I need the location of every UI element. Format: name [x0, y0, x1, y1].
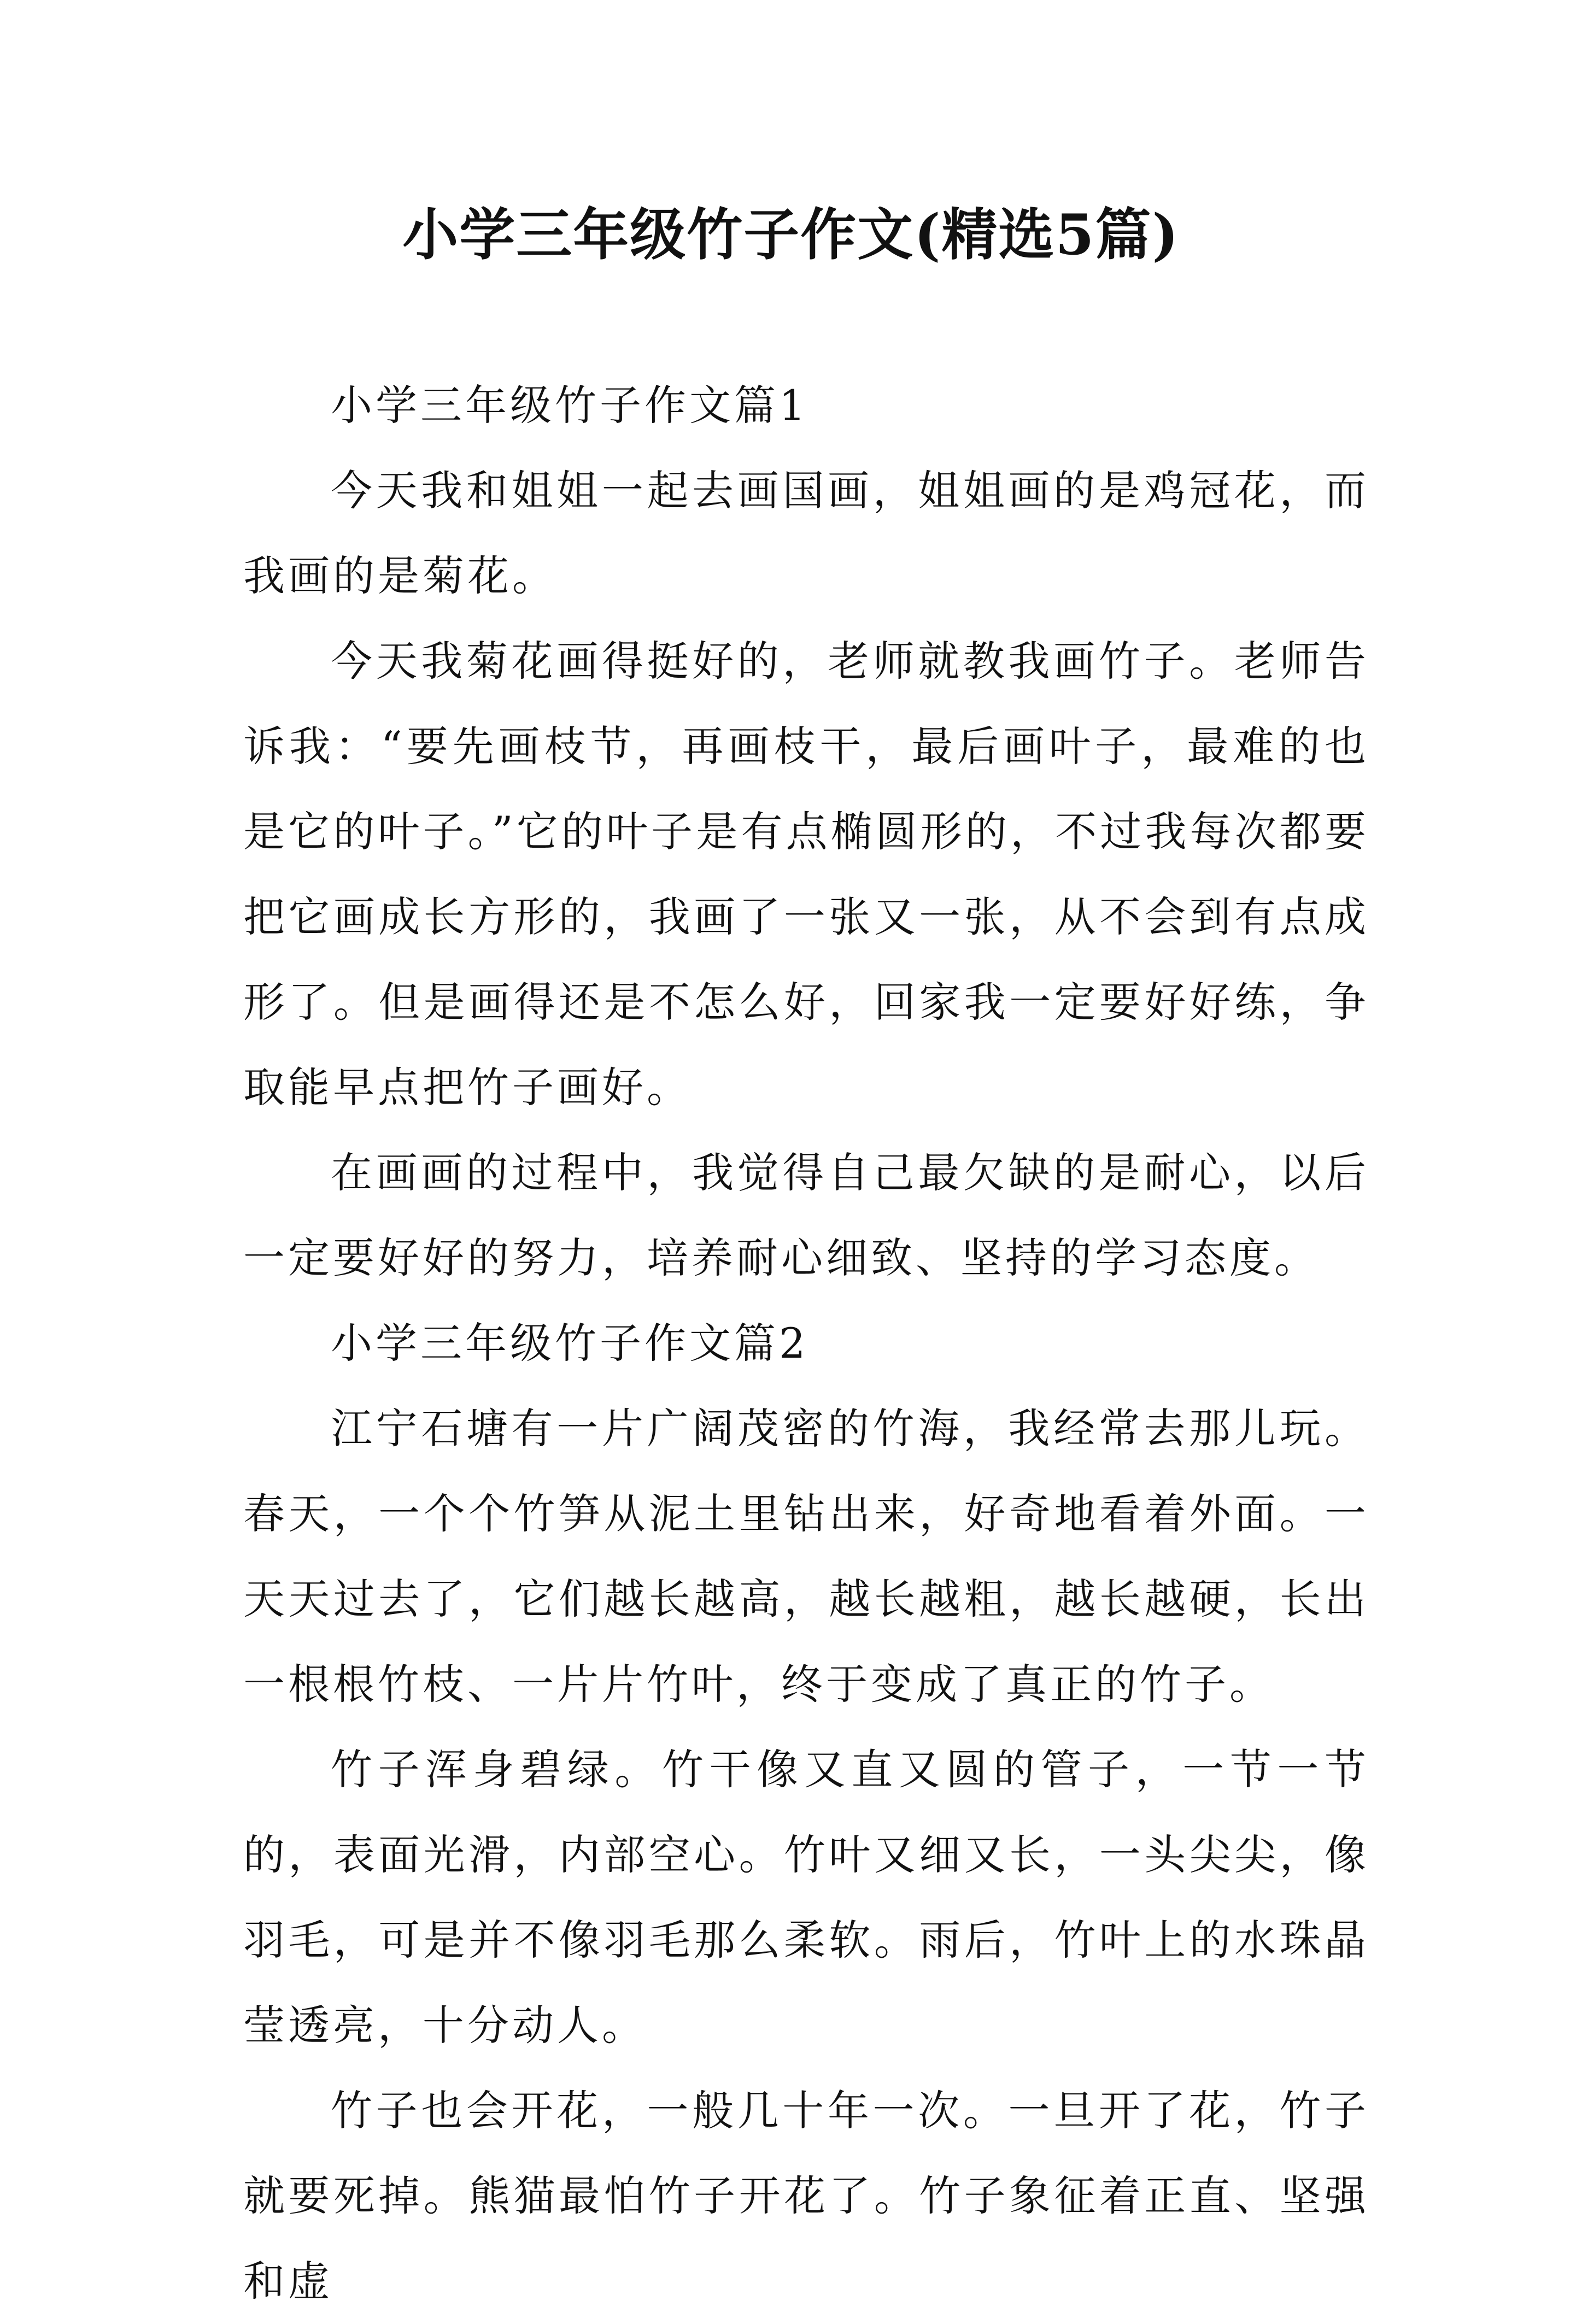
- paragraph: 今天我和姐姐一起去画国画，姐姐画的是鸡冠花，而我画的是菊花。: [243, 466, 1369, 600]
- paragraph: 竹子浑身碧绿。竹干像又直又圆的管子，一节一节的，表面光滑，内部空心。竹叶又细又长，一头尖尖，像羽毛，可是并不像羽毛那么柔软。雨后，竹叶上的水珠晶莹透亮，十分动人。: [243, 1745, 1369, 2050]
- paragraph: 竹子也会开花，一般几十年一次。一旦开了花，竹子就要死掉。熊猫最怕竹子开花了。竹子象征着正直、坚强和虚: [243, 2086, 1369, 2305]
- paragraph: 在画画的过程中，我觉得自己最欠缺的是耐心，以后一定要好好的努力，培养耐心细致、坚持的学习态度。: [243, 1148, 1369, 1282]
- document-title: 小学三年级竹子作文(精选5篇): [402, 202, 1180, 268]
- document-body: [243, 363, 1369, 2324]
- section-heading-2: 小学三年级竹子作文篇2: [331, 1319, 809, 1368]
- paragraph: 今天我菊花画得挺好的，老师就教我画竹子。老师告诉我：“要先画枝节，再画枝干，最后画叶子，最难的也是它的叶子。”它的叶子是有点椭圆形的，不过我每次都要把它画成长方形的，我画了一张又一张，从不会到有点成形了。但是画得还是不怎么好，回家我一定要好好练，争取能早点把竹子画好。: [243, 637, 1369, 1112]
- section-heading-1: 小学三年级竹子作文篇1: [331, 381, 809, 430]
- paragraph: 江宁石塘有一片广阔茂密的竹海，我经常去那儿玩。春天，一个个竹笋从泥土里钻出来，好奇地看着外面。一天天过去了，它们越长越高，越长越粗，越长越硬，长出一根根竹枝、一片片竹叶，终于变成了真正的竹子。: [243, 1404, 1369, 1709]
